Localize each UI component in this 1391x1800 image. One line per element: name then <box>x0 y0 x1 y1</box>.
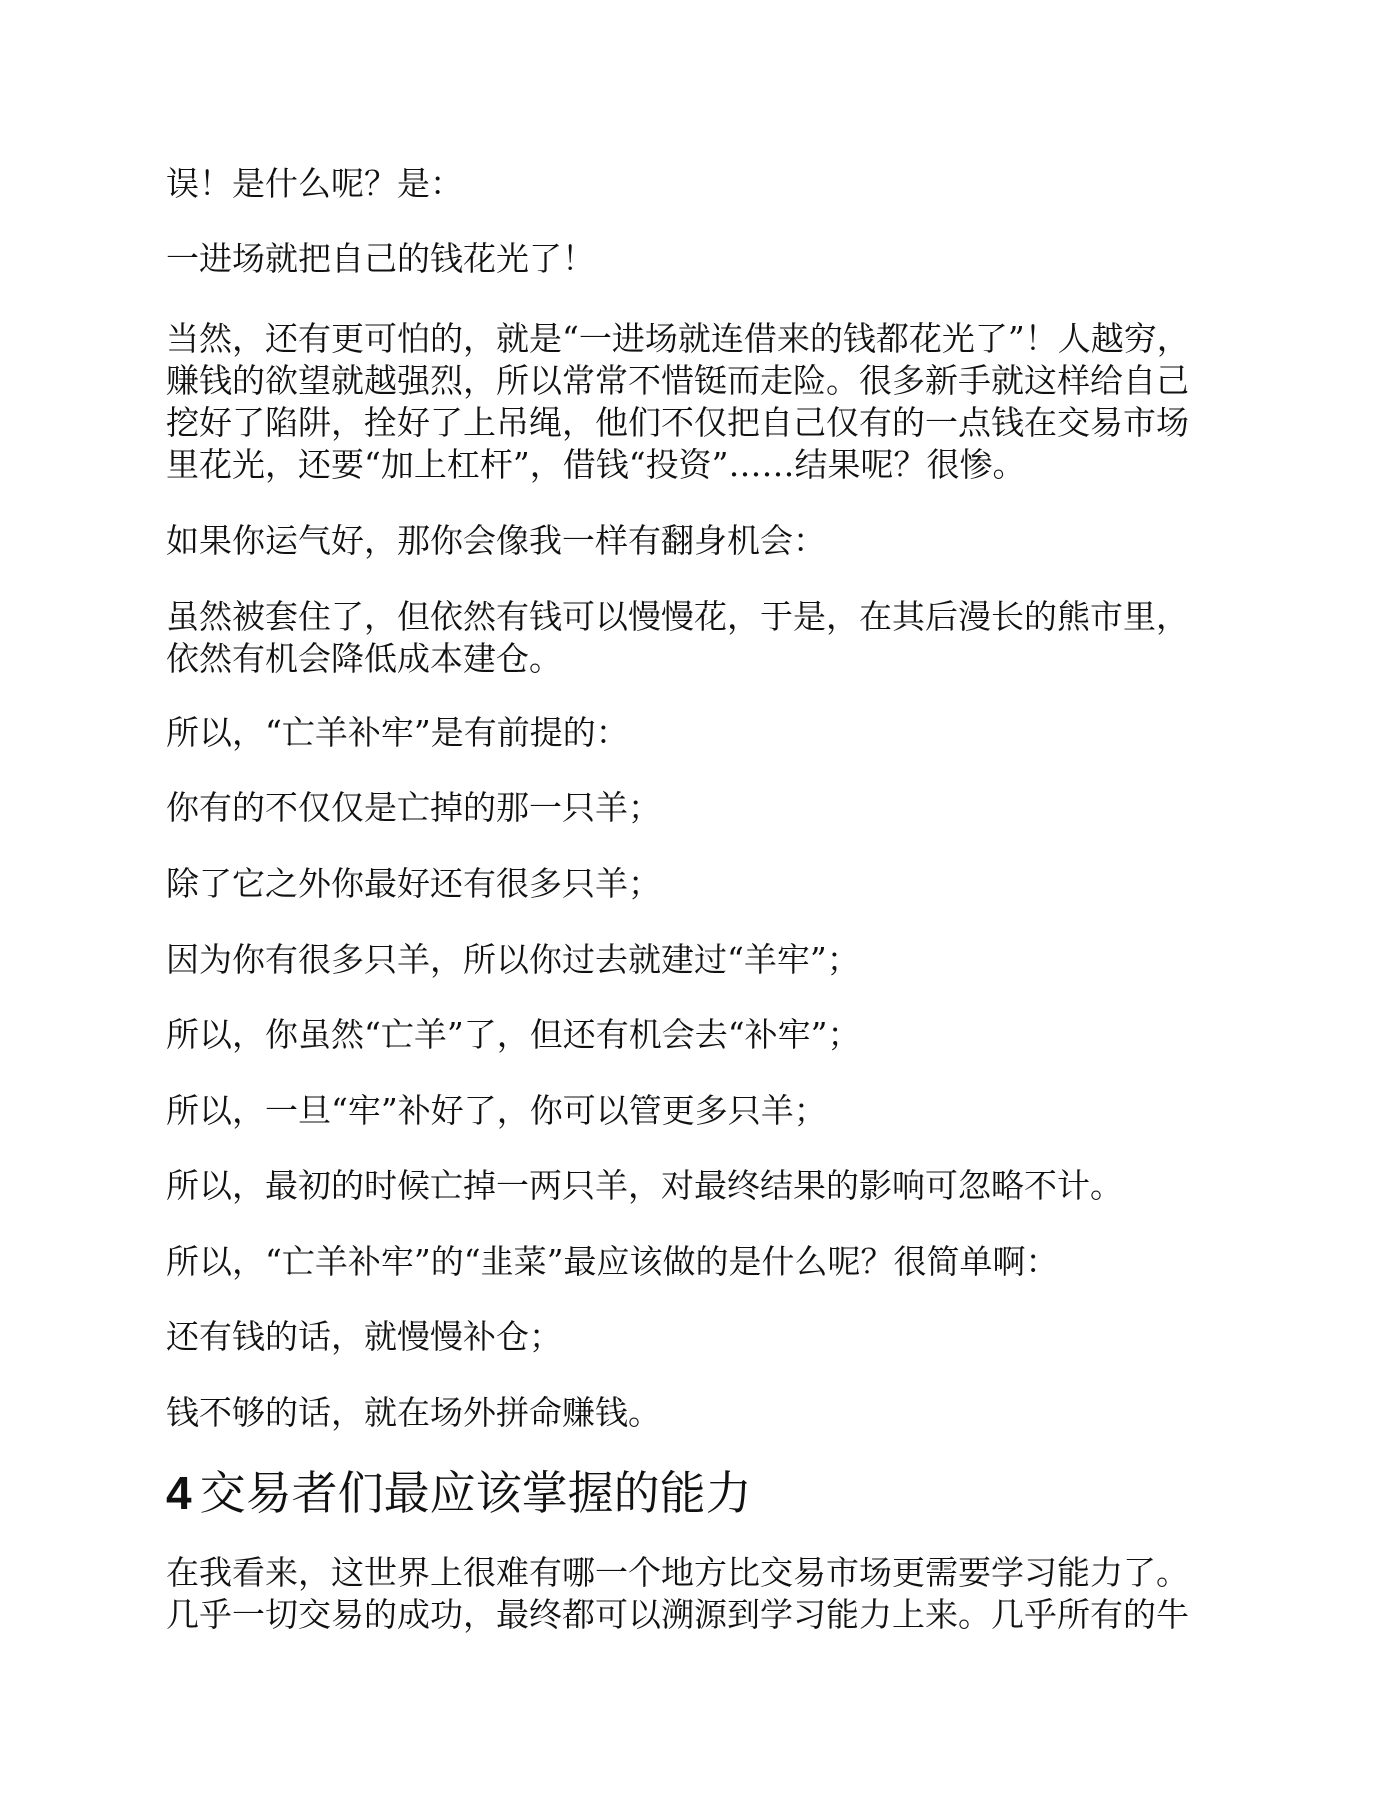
text-line: 几乎一切交易的成功，最终都可以溯源到学习能力上来。几乎所有的牛 <box>166 1595 1189 1634</box>
text-line: 依然有机会降低成本建仓。 <box>166 639 562 678</box>
paragraph-4 <box>166 520 1226 562</box>
text-line: 所以，最初的时候亡掉一两只羊，对最终结果的影响可忽略不计。 <box>166 1166 1123 1205</box>
text-line: 误！是什么呢？是： <box>166 164 463 203</box>
text-line: 在我看来，这世界上很难有哪一个地方比交易市场更需要学习能力了。 <box>166 1553 1189 1592</box>
text-line: 当然，还有更可怕的，就是“一进场就连借来的钱都花光了”！人越穷， <box>166 319 1190 358</box>
paragraph-12 <box>166 1165 1226 1207</box>
paragraph-3 <box>166 318 1226 486</box>
section-title: 交易者们最应该掌握的能力 <box>199 1466 752 1520</box>
text-line: 所以，一旦“牢”补好了，你可以管更多只羊； <box>166 1091 827 1130</box>
text-line: 钱不够的话，就在场外拼命赚钱。 <box>166 1393 661 1432</box>
section-number: 4 <box>166 1467 192 1519</box>
paragraph-6 <box>166 712 1226 754</box>
text-line: 如果你运气好，那你会像我一样有翻身机会： <box>166 521 826 560</box>
text-line: 虽然被套住了，但依然有钱可以慢慢花，于是，在其后漫长的熊市里， <box>166 597 1189 636</box>
paragraph-1 <box>166 163 1226 205</box>
text-line: 所以，你虽然“亡羊”了，但还有机会去“补牢”； <box>166 1015 861 1054</box>
paragraph-2 <box>166 238 1226 280</box>
section-heading <box>166 1465 752 1521</box>
text-line: 所以，“亡羊补牢”是有前提的： <box>166 713 629 752</box>
text-line: 还有钱的话，就慢慢补仓； <box>166 1317 562 1356</box>
paragraph-7 <box>166 787 1226 829</box>
text-line: 除了它之外你最好还有很多只羊； <box>166 864 661 903</box>
text-line: 所以，“亡羊补牢”的“韭菜”最应该做的是什么呢？很简单啊： <box>166 1242 1059 1281</box>
paragraph-14 <box>166 1316 1226 1358</box>
paragraph-5 <box>166 596 1226 680</box>
paragraph-15 <box>166 1392 1226 1434</box>
text-line: 里花光，还要“加上杠杆”，借钱“投资”……结果呢？很惨。 <box>166 445 1026 484</box>
paragraph-9 <box>166 939 1226 981</box>
closing-paragraph <box>166 1552 1226 1636</box>
text-line: 你有的不仅仅是亡掉的那一只羊； <box>166 788 661 827</box>
text-line: 赚钱的欲望就越强烈，所以常常不惜铤而走险。很多新手就这样给自己 <box>166 361 1189 400</box>
text-line: 挖好了陷阱，拴好了上吊绳，他们不仅把自己仅有的一点钱在交易市场 <box>166 403 1189 442</box>
text-line: 一进场就把自己的钱花光了！ <box>166 239 595 278</box>
text-line: 因为你有很多只羊，所以你过去就建过“羊牢”； <box>166 940 860 979</box>
paragraph-10 <box>166 1014 1226 1056</box>
paragraph-8 <box>166 863 1226 905</box>
paragraph-13 <box>166 1241 1226 1283</box>
paragraph-11 <box>166 1090 1226 1132</box>
